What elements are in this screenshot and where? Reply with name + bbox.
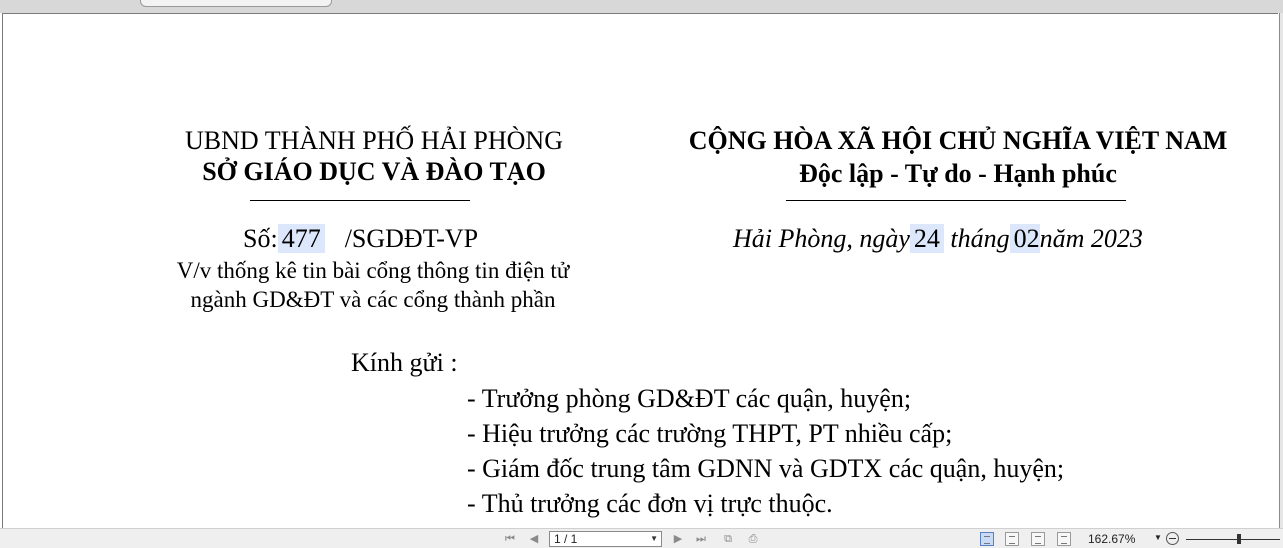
recipient-item: - Trưởng phòng GD&ĐT các quận, huyện; [467, 384, 912, 413]
prev-page-icon[interactable]: ◀ [529, 533, 539, 545]
zoom-slider-handle[interactable] [1237, 534, 1241, 544]
date-line [733, 224, 1143, 254]
date-prefix: Hải Phòng, ngày [733, 224, 910, 253]
right-header-rule [786, 200, 1126, 201]
document-page [2, 13, 1278, 529]
continuous-view-icon[interactable] [1005, 532, 1019, 546]
last-page-icon[interactable]: ⏭ [696, 533, 706, 545]
page-indicator: 1 / 1 [554, 532, 578, 546]
vertical-scrollbar[interactable] [1279, 13, 1283, 528]
document-number [243, 224, 478, 254]
chevron-down-icon: ▼ [650, 534, 658, 543]
national-motto: Độc lập - Tự do - Hạnh phúc [799, 159, 1117, 188]
number-suffix: /SGDĐT-VP [344, 224, 479, 253]
status-bar [0, 528, 1283, 548]
first-page-icon[interactable]: ⏮ [505, 533, 515, 545]
copy-icon[interactable]: ⧉ [724, 533, 732, 545]
department-name: SỞ GIÁO DỤC VÀ ĐÀO TẠO [202, 157, 546, 186]
recipient-item: - Giám đốc trung tâm GDNN và GDTX các quận, huyện; [467, 454, 1065, 483]
zoom-slider[interactable] [1186, 539, 1280, 540]
national-title: CỘNG HÒA XÃ HỘI CHỦ NGHĨA VIỆT NAM [688, 126, 1228, 155]
greeting: Kính gửi : [351, 348, 458, 377]
zoom-dropdown-icon[interactable]: ▼ [1154, 533, 1162, 542]
subject-line-1: V/v thống kê tin bài cổng thông tin điện tử [176, 258, 570, 283]
zoom-level[interactable]: 162.67% [1088, 532, 1136, 546]
number-field[interactable]: 477 [278, 224, 325, 253]
continuous-facing-view-icon[interactable] [1057, 532, 1071, 546]
agency-name: UBND THÀNH PHỐ HẢI PHÒNG [185, 126, 563, 155]
day-field[interactable]: 24 [910, 224, 944, 253]
print-icon[interactable]: ⎙ [748, 533, 758, 545]
recipient-item: - Thủ trưởng các đơn vị trực thuộc. [467, 489, 833, 518]
month-label: tháng [950, 224, 1010, 253]
month-field[interactable]: 02 [1010, 224, 1040, 253]
number-label: Số: [243, 224, 278, 253]
left-header-rule [250, 200, 470, 201]
next-page-icon[interactable]: ▶ [673, 533, 683, 545]
document-tab[interactable] [140, 0, 332, 7]
subject-line-2: ngành GD&ĐT và các cổng thành phần [190, 287, 556, 312]
facing-view-icon[interactable] [1031, 532, 1045, 546]
year-text: năm 2023 [1039, 224, 1143, 253]
page-number-select[interactable] [549, 531, 662, 547]
single-page-view-icon[interactable] [980, 532, 994, 546]
zoom-out-icon[interactable] [1166, 532, 1179, 545]
recipient-item: - Hiệu trưởng các trường THPT, PT nhiều cấp; [467, 419, 953, 448]
